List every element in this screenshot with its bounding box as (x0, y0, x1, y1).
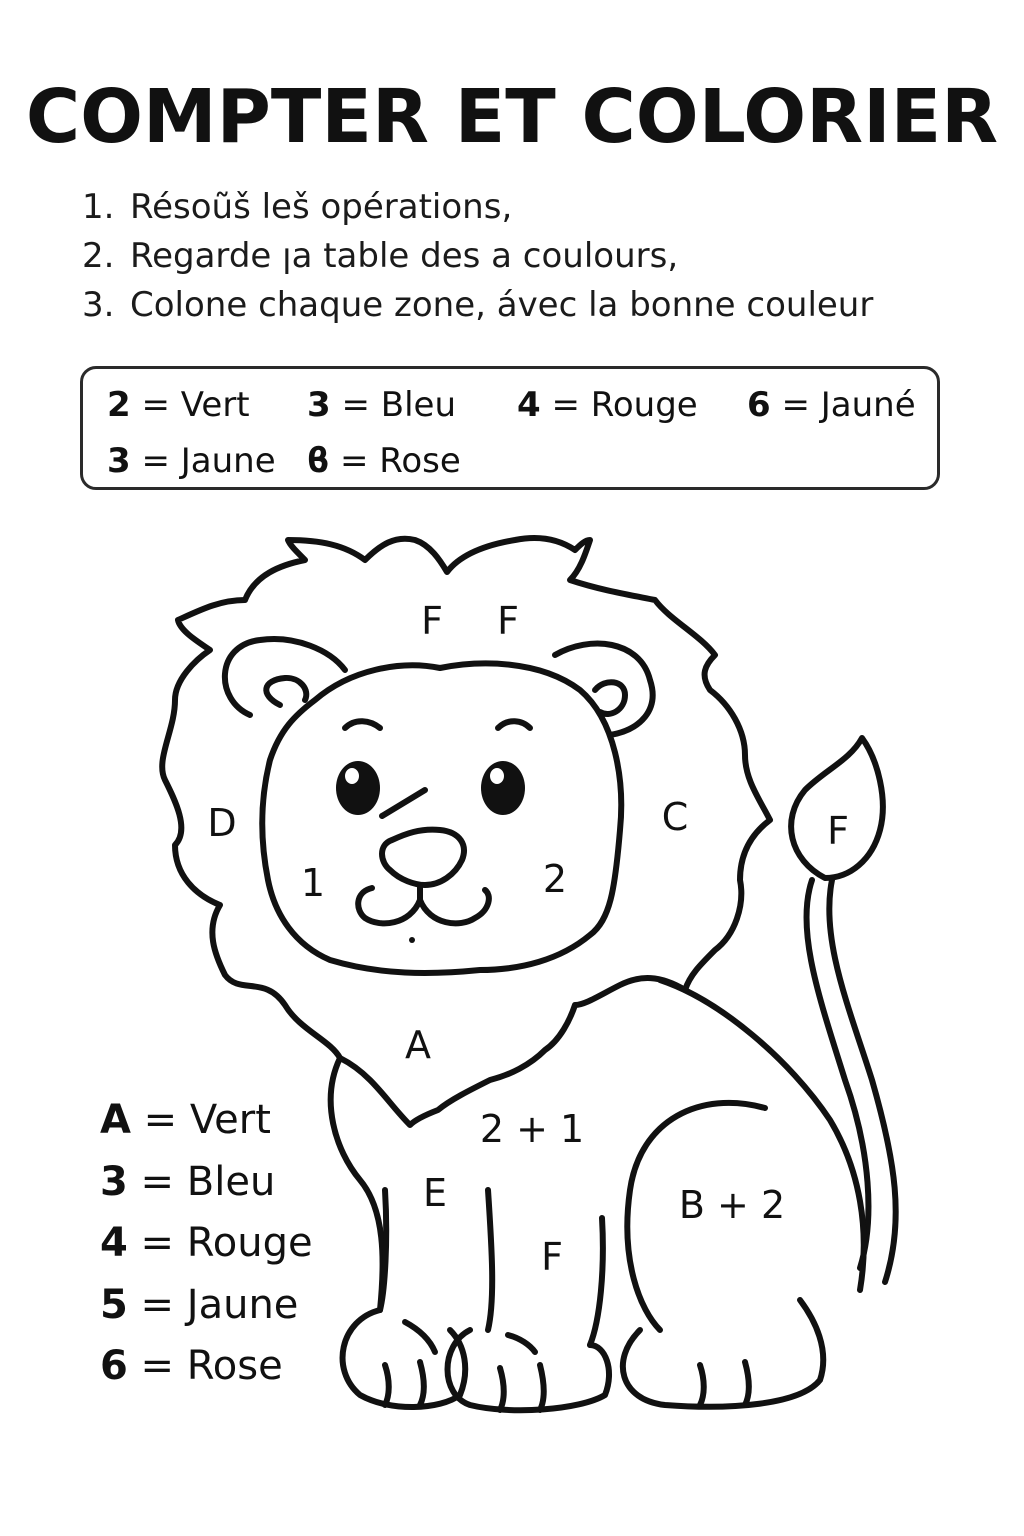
legend-item (747, 385, 916, 425)
legend-text: = Rouge (540, 385, 698, 425)
front-leg-outline (590, 1218, 603, 1345)
page-title: COMPTER ET COLORIER (25, 74, 999, 160)
hind-paw-outline (623, 1300, 823, 1407)
instruction-number: 2. (82, 236, 115, 276)
paw-crease (508, 1335, 535, 1352)
zone-label-chest: A (405, 1023, 431, 1067)
instruction-text: Regarde ꞁa table des a coulours, (130, 236, 679, 276)
zone-label-front-leg: E (422, 1171, 448, 1215)
legend-item (517, 385, 698, 425)
zone-label-mane-right: C (661, 795, 689, 839)
side-legend-item (100, 1090, 313, 1152)
tail-tip-outline (791, 738, 883, 878)
instruction-item (82, 232, 873, 281)
side-legend-key: 3 (100, 1158, 128, 1205)
side-legend-text: = Jaune (127, 1281, 299, 1328)
zone-label-mane-top-1: F (421, 599, 443, 643)
eye-right-highlight (490, 768, 504, 784)
side-legend-key: A (100, 1097, 131, 1143)
instruction-text: Résoũš leš opérations, (130, 187, 513, 227)
legend-text: = Vert (130, 385, 250, 425)
eye-left (336, 761, 380, 815)
legend-item (307, 385, 456, 425)
side-legend-item (100, 1275, 313, 1337)
face-line (382, 790, 425, 816)
front-leg-outline (488, 1190, 492, 1330)
side-legend-key: 4 (100, 1220, 128, 1266)
side-legend-text: = Vert (130, 1097, 271, 1143)
legend-key: 6 (747, 385, 771, 425)
zone-label-mane-top-2: F (497, 599, 519, 643)
side-legend-text: = Rose (127, 1343, 283, 1389)
legend-item (107, 385, 250, 425)
legend-key: 3 (307, 385, 331, 425)
side-legend-text: = Rouge (127, 1220, 313, 1266)
eye-right (481, 761, 525, 815)
zone-label-cheek-left: 1 (300, 861, 326, 905)
side-legend-text: = Bleu (127, 1158, 276, 1205)
side-legend-key: 6 (100, 1343, 128, 1389)
legend-text: = Rose (329, 441, 461, 481)
zone-label-hind-leg: B + 2 (678, 1183, 786, 1227)
side-legend-item (100, 1336, 313, 1398)
legend-key: 2 (107, 385, 131, 425)
instruction-text: Colone chaque zone, ávec la bonne couleur (130, 285, 874, 325)
instruction-item (82, 183, 873, 232)
mouth-right (420, 890, 489, 923)
zone-label-body: 2 + 1 (479, 1107, 585, 1151)
zone-label-tail-tip: F (827, 809, 849, 853)
paw-toe (385, 1365, 389, 1405)
eyebrow-left (345, 721, 380, 728)
instruction-item (82, 281, 873, 330)
instruction-number: 1. (82, 187, 115, 227)
legend-key: ϐ (307, 441, 330, 481)
paw-crease (405, 1322, 435, 1352)
side-legend-item (100, 1213, 313, 1275)
body-left-outline (331, 1058, 383, 1310)
mouth-left (358, 888, 420, 923)
color-legend-box (80, 366, 940, 490)
legend-text: = Jaune (130, 441, 276, 481)
instruction-number: 3. (82, 285, 115, 325)
instructions-list (82, 183, 873, 330)
side-legend-item (100, 1152, 313, 1214)
eye-left-highlight (345, 768, 359, 784)
hind-paw-toe (700, 1365, 704, 1405)
chin-dot (409, 937, 415, 943)
side-legend-list (100, 1090, 313, 1398)
legend-text: = Jauné (770, 385, 916, 425)
legend-text: = Bleu (330, 385, 457, 425)
legend-item (307, 441, 461, 481)
legend-key: 3 (107, 441, 131, 481)
ear-left-inner (266, 678, 306, 705)
legend-item (107, 441, 276, 481)
zone-label-mane-left: D (207, 801, 237, 845)
face-outline (262, 663, 621, 973)
legend-key: 4 (517, 385, 541, 425)
paw-toe (420, 1362, 424, 1405)
paw-toe (500, 1368, 504, 1410)
zone-label-belly: F (541, 1235, 563, 1279)
zone-label-cheek-right: 2 (542, 857, 568, 901)
eyebrow-right (498, 721, 530, 728)
paw-toe (540, 1365, 544, 1410)
side-legend-key: 5 (100, 1281, 128, 1328)
body-outline (660, 980, 864, 1290)
hind-paw-toe (745, 1362, 749, 1405)
nose-outline (382, 830, 464, 885)
